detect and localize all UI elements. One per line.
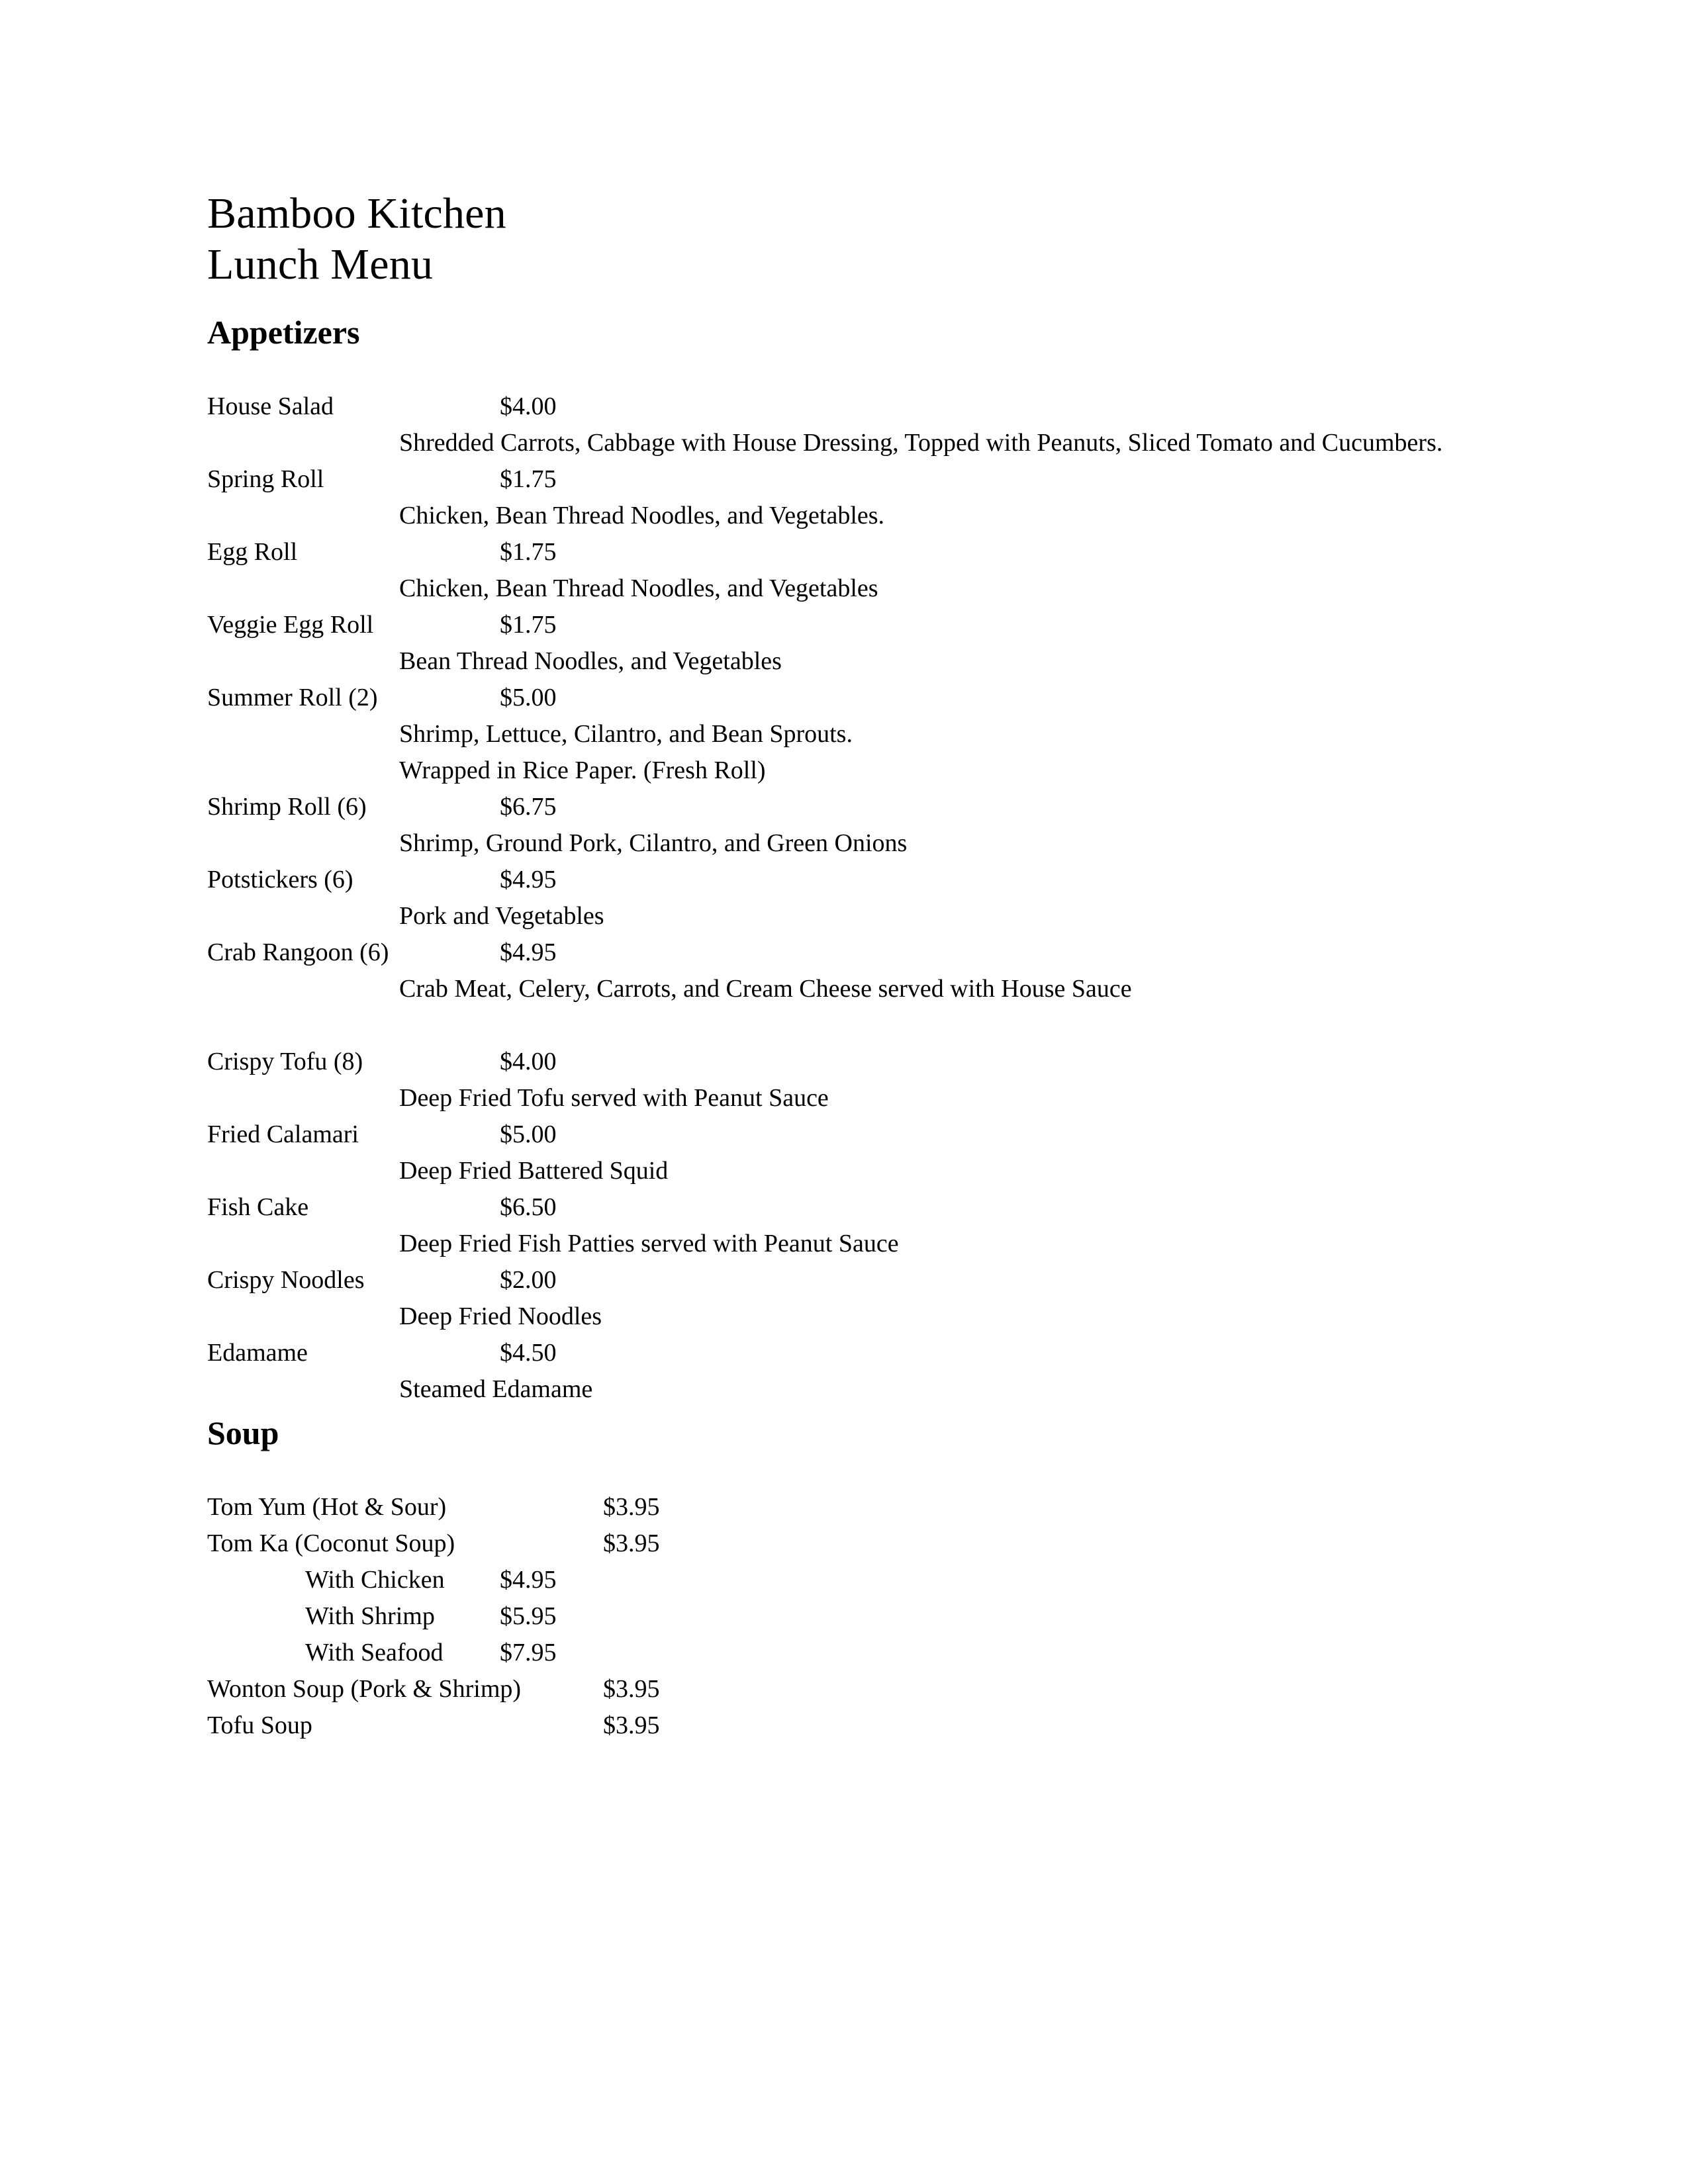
- item-price: $4.95: [500, 938, 557, 967]
- item-description: Shrimp, Ground Pork, Cilantro, and Green Onions: [399, 829, 908, 858]
- item-row: [207, 1671, 1485, 1707]
- item-option-row: [207, 1598, 1485, 1635]
- item-name: Tom Ka (Coconut Soup): [207, 1529, 455, 1558]
- item-price: $4.00: [500, 392, 557, 421]
- item-price: $3.95: [603, 1529, 660, 1558]
- menu-item: [207, 534, 1485, 607]
- item-price: $5.00: [500, 684, 557, 712]
- item-row: [207, 934, 1485, 971]
- menu-item: [207, 862, 1485, 934]
- item-name: Fried Calamari: [207, 1120, 359, 1149]
- item-row: [207, 1707, 1485, 1744]
- spacer-line: [207, 1453, 1485, 1489]
- item-description: Steamed Edamame: [399, 1375, 593, 1404]
- menu-item: [207, 1489, 1485, 1525]
- item-description: Deep Fried Fish Patties served with Peanut Sauce: [399, 1230, 899, 1258]
- item-description: Shredded Carrots, Cabbage with House Dressing, Topped with Peanuts, Sliced Tomato and Cucumbers.: [399, 429, 1443, 457]
- item-price: $4.00: [500, 1048, 557, 1076]
- item-description: Chicken, Bean Thread Noodles, and Vegetables.: [399, 502, 885, 530]
- item-price: $6.75: [500, 793, 557, 821]
- menu-item: [207, 1335, 1485, 1408]
- item-name: Potstickers (6): [207, 866, 353, 894]
- item-description: Deep Fried Battered Squid: [399, 1157, 669, 1185]
- item-price: $5.00: [500, 1120, 557, 1149]
- item-description: Shrimp, Lettuce, Cilantro, and Bean Sprouts.: [399, 720, 853, 749]
- menu-item: [207, 789, 1485, 862]
- item-name: Crispy Tofu (8): [207, 1048, 363, 1076]
- item-price: $3.95: [603, 1493, 660, 1522]
- menu-item: [207, 1707, 1485, 1744]
- item-row: [207, 607, 1485, 643]
- soup-list: [207, 1489, 1485, 1744]
- item-name: Fish Cake: [207, 1193, 309, 1222]
- item-price: $1.75: [500, 465, 557, 494]
- title-line-menu-type: Lunch Menu: [207, 240, 434, 289]
- menu-item: [207, 607, 1485, 680]
- item-name: Spring Roll: [207, 465, 324, 494]
- menu-item: [207, 680, 1485, 789]
- item-description: Deep Fried Tofu served with Peanut Sauce: [399, 1084, 829, 1113]
- menu-item: [207, 934, 1485, 1007]
- title-line-restaurant: Bamboo Kitchen: [207, 189, 506, 238]
- item-price: $4.50: [500, 1339, 557, 1367]
- menu-item: [207, 1525, 1485, 1671]
- item-price: $1.75: [500, 538, 557, 567]
- spacer-line: [207, 352, 1485, 388]
- item-row: [207, 1335, 1485, 1371]
- item-option-row: [207, 1635, 1485, 1671]
- item-row: [207, 534, 1485, 570]
- item-row: [207, 680, 1485, 716]
- item-name: Crispy Noodles: [207, 1266, 365, 1295]
- item-row: [207, 1525, 1485, 1562]
- item-name: Crab Rangoon (6): [207, 938, 389, 967]
- item-row: [207, 1489, 1485, 1525]
- item-price: $4.95: [500, 866, 557, 894]
- item-description: Pork and Vegetables: [399, 902, 604, 931]
- section-heading-appetizers: Appetizers: [207, 314, 360, 351]
- item-name: House Salad: [207, 392, 334, 421]
- menu-item: [207, 461, 1485, 534]
- item-option-row: [207, 1562, 1485, 1598]
- item-row: [207, 388, 1485, 425]
- item-name: Egg Roll: [207, 538, 298, 567]
- item-name: Shrimp Roll (6): [207, 793, 367, 821]
- item-name: Edamame: [207, 1339, 308, 1367]
- spacer-line: [207, 1007, 1485, 1044]
- item-price: $3.95: [603, 1711, 660, 1740]
- menu-item: [207, 1116, 1485, 1189]
- item-price: $2.00: [500, 1266, 557, 1295]
- item-option-price: $7.95: [500, 1639, 557, 1667]
- item-row: [207, 1262, 1485, 1298]
- item-name: Tofu Soup: [207, 1711, 312, 1740]
- item-price: $3.95: [603, 1675, 660, 1704]
- item-description: Deep Fried Noodles: [399, 1302, 602, 1331]
- item-name: Veggie Egg Roll: [207, 611, 374, 639]
- item-option-price: $5.95: [500, 1602, 557, 1631]
- item-option-name: With Shrimp: [305, 1602, 435, 1631]
- item-row: [207, 461, 1485, 498]
- page-title: [207, 189, 1485, 290]
- item-option-name: With Seafood: [305, 1639, 444, 1667]
- item-option-price: $4.95: [500, 1566, 557, 1594]
- menu-item: [207, 388, 1485, 461]
- menu-content: [207, 189, 1485, 1744]
- item-row: [207, 789, 1485, 825]
- item-name: Wonton Soup (Pork & Shrimp): [207, 1675, 522, 1704]
- item-description: Bean Thread Noodles, and Vegetables: [399, 647, 782, 676]
- menu-item: [207, 1189, 1485, 1262]
- item-row: [207, 1116, 1485, 1153]
- item-row: [207, 862, 1485, 898]
- item-option-name: With Chicken: [305, 1566, 445, 1594]
- section-heading-soup: Soup: [207, 1414, 279, 1452]
- item-price: $1.75: [500, 611, 557, 639]
- menu-item: [207, 1671, 1485, 1707]
- menu-item: [207, 1044, 1485, 1116]
- item-description: Crab Meat, Celery, Carrots, and Cream Cheese served with House Sauce: [399, 975, 1132, 1003]
- item-row: [207, 1044, 1485, 1080]
- item-name: Tom Yum (Hot & Sour): [207, 1493, 447, 1522]
- item-row: [207, 1189, 1485, 1226]
- menu-item: [207, 1262, 1485, 1335]
- appetizers-list: [207, 388, 1485, 1408]
- item-description: Chicken, Bean Thread Noodles, and Vegetables: [399, 574, 878, 603]
- item-name: Summer Roll (2): [207, 684, 378, 712]
- item-description-continued: Wrapped in Rice Paper. (Fresh Roll): [399, 756, 766, 785]
- item-price: $6.50: [500, 1193, 557, 1222]
